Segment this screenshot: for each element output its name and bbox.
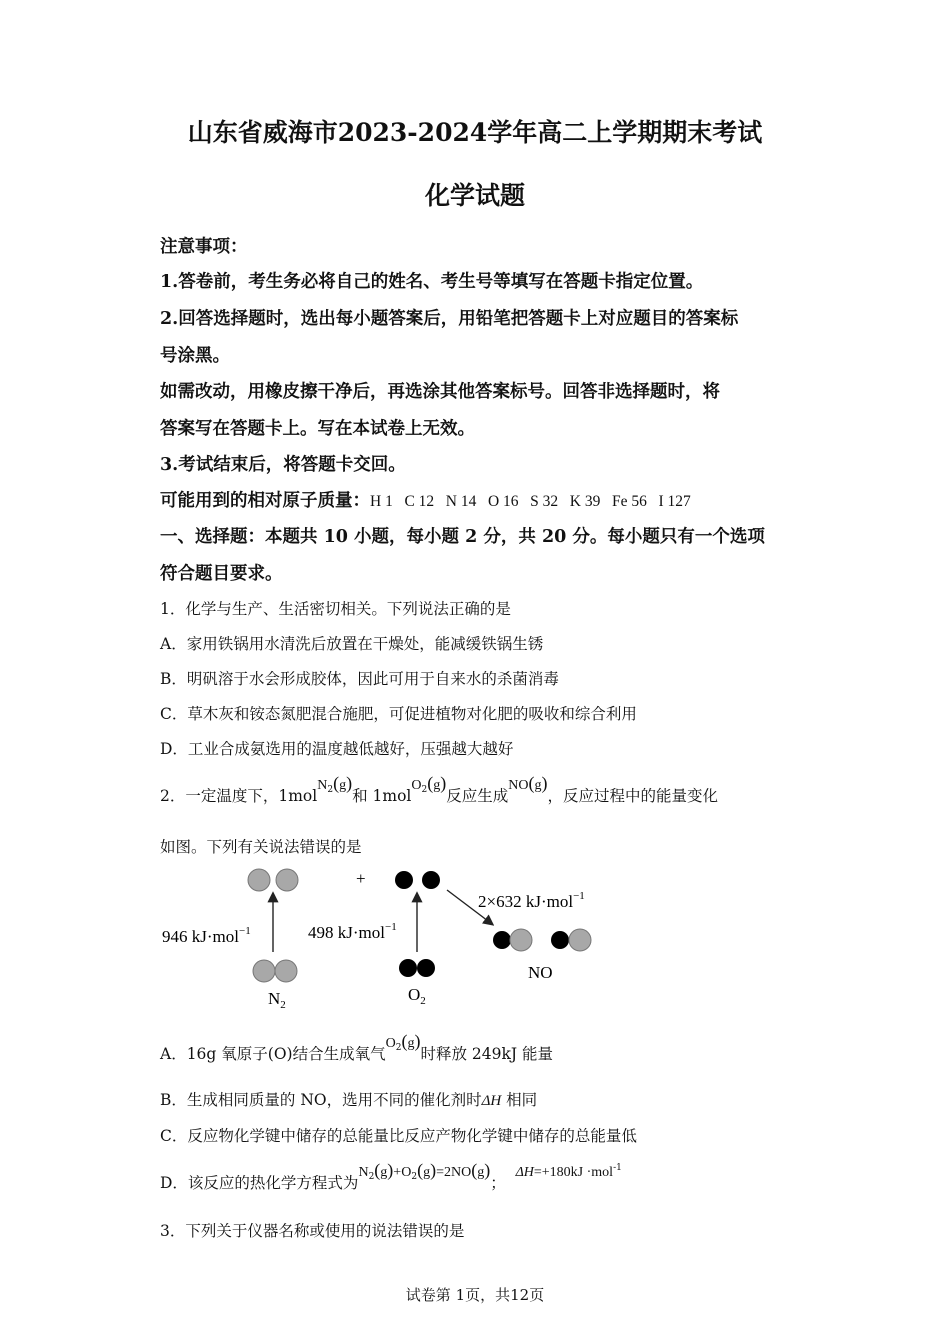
n-atom-icon xyxy=(510,929,532,951)
o-atom-icon xyxy=(399,959,417,977)
atomic-mass-line xyxy=(160,487,691,512)
notice-item-2: 2.回答选择题时，选出每小题答案后，用铅笔把答题卡上对应题目的答案标 xyxy=(160,309,739,329)
notice-item-3: 3.考试结束后，将答题卡交回。 xyxy=(160,455,406,475)
o-atom-icon xyxy=(551,931,569,949)
q3-stem: 3．下列关于仪器名称或使用的说法错误的是 xyxy=(160,1222,465,1240)
atomic-mass-label: 可能用到的相对原子质量： xyxy=(160,491,370,511)
n2-label: $N_2$ xyxy=(268,989,286,1011)
subject-title: 化学试题 xyxy=(424,181,525,210)
o-atom-icon xyxy=(493,931,511,949)
notice-item-2-cont: 如需改动，用橡皮擦干净后，再选涂其他答案标号。回答非选择题时，将 xyxy=(160,382,720,402)
section-1-heading: 一、选择题：本题共 10 小题，每小题 2 分，共 20 分。每小题只有一个选项 xyxy=(160,527,765,547)
o2-bond-energy: 498 kJ·mol$^{-1}$ xyxy=(308,921,397,942)
energy-diagram xyxy=(160,862,620,1012)
q1-option-c: C．草木灰和铵态氮肥混合施肥，可促进植物对化肥的吸收和综合利用 xyxy=(160,705,637,723)
n-atom-icon xyxy=(253,960,275,982)
atomic-mass-values: H 1 C 12 N 14 O 16 S 32 K 39 Fe 56 I 127 xyxy=(370,493,691,510)
n-atom-icon xyxy=(248,869,270,891)
q1-option-d: D．工业合成氨选用的温度越低越好，压强越大越好 xyxy=(160,740,514,758)
plus-sign: + xyxy=(356,869,366,888)
notice-heading: 注意事项： xyxy=(160,237,248,257)
n2-bond-energy: 946 kJ·mol$^{-1}$ xyxy=(162,925,251,946)
q2-stem-cont: 如图。下列有关说法错误的是 xyxy=(160,838,362,856)
q2-option-c: C．反应物化学键中储存的总能量比反应产物化学键中储存的总能量低 xyxy=(160,1127,637,1145)
o2-label: $O_2$ xyxy=(408,985,426,1007)
notice-item-2-cont: 号涂黑。 xyxy=(160,346,230,366)
section-1-heading-cont: 符合题目要求。 xyxy=(160,564,283,584)
notice-item-2-cont: 答案写在答题卡上。写在本试卷上无效。 xyxy=(160,419,475,439)
q1-option-a: A．家用铁锅用水清洗后放置在干燥处，能减缓铁锅生锈 xyxy=(160,635,544,653)
no-label: NO xyxy=(528,963,553,982)
o-atom-icon xyxy=(395,871,413,889)
q2-option-b: B．生成相同质量的 NO，选用不同的催化剂时ΔH 相同 xyxy=(160,1091,538,1109)
n-atom-icon xyxy=(569,929,591,951)
q2-option-d: D．该反应的热化学方程式为$N_2(g)+O_2(g)=2NO(g)$； ΔH=+180kJ ·mol$^{-1}$ xyxy=(160,1160,622,1192)
n-atom-icon xyxy=(275,960,297,982)
page-footer: 试卷第 1页，共12页 xyxy=(405,1286,545,1304)
q2-stem: 2．一定温度下，1molN$_2$(g)和 1molO$_2$(g)反应生成NO(g)，反应过程中的能量变化 xyxy=(160,773,718,805)
q1-option-b: B．明矾溶于水会形成胶体，因此可用于自来水的杀菌消毒 xyxy=(160,670,559,688)
o-atom-icon xyxy=(417,959,435,977)
o-atom-icon xyxy=(422,871,440,889)
q2-option-a: A．16g 氧原子(O)结合生成氧气$O_2(g)$时释放 249kJ 能量 xyxy=(160,1031,553,1063)
notice-item-1: 1.答卷前，考生务必将自己的姓名、考生号等填写在答题卡指定位置。 xyxy=(160,272,704,292)
n-atom-icon xyxy=(276,869,298,891)
no-bond-energy: 2×632 kJ·mol$^{-1}$ xyxy=(478,890,585,911)
q1-stem: 1．化学与生产、生活密切相关。下列说法正确的是 xyxy=(160,600,511,618)
exam-title: 山东省威海市2023-2024学年高二上学期期末考试 xyxy=(187,118,763,147)
